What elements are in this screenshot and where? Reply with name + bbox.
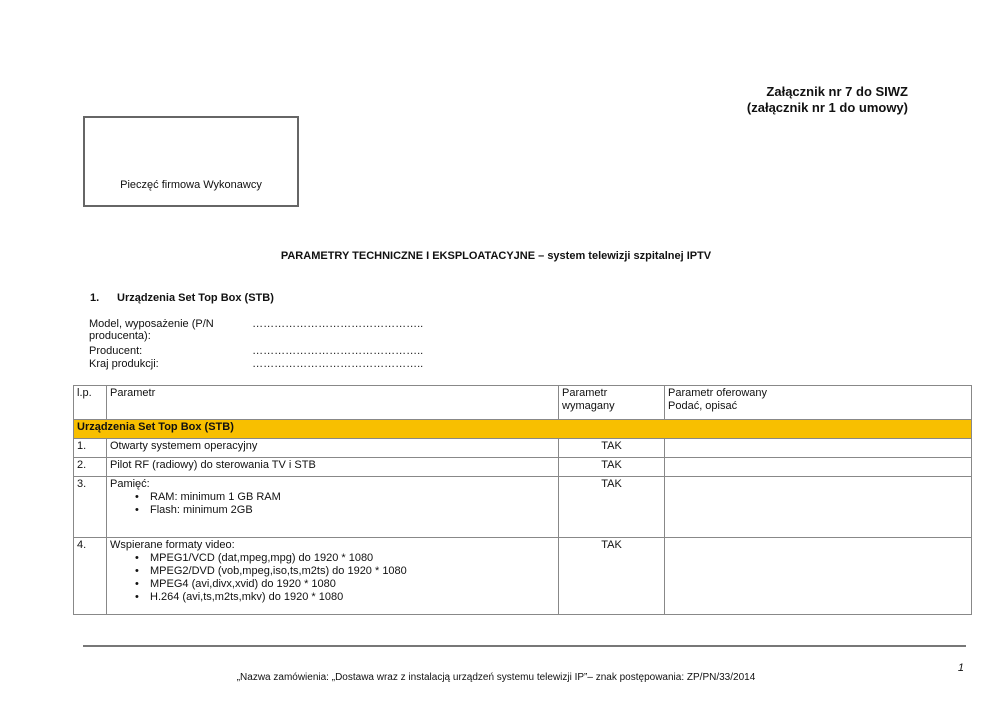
- row-lp: 4.: [74, 538, 107, 615]
- row-required: TAK: [559, 458, 665, 477]
- info-label: Producent:: [89, 345, 143, 357]
- page-number: 1: [957, 662, 964, 674]
- table-row: [74, 538, 972, 615]
- row-required: TAK: [559, 538, 665, 615]
- annex-title: [747, 84, 908, 116]
- footer-divider: [83, 645, 966, 647]
- info-label: Kraj produkcji:: [89, 358, 159, 370]
- stamp-label: Pieczęć firmowa Wykonawcy: [120, 179, 262, 191]
- annex-line-2: (załącznik nr 1 do umowy): [746, 100, 908, 115]
- table-header-row: [74, 386, 972, 420]
- table-row: [74, 439, 972, 458]
- parameters-table: [73, 385, 972, 615]
- row-param: Otwarty systemem operacyjny: [107, 439, 559, 458]
- bullet-list: [110, 491, 555, 517]
- list-item: • MPEG1/VCD (dat,mpeg,mpg) do 1920 * 1080: [150, 552, 555, 565]
- row-offered-input[interactable]: [665, 538, 972, 615]
- info-dots: ………………………………………..: [252, 318, 424, 330]
- info-label: Model, wyposażenie (P/N producenta):: [89, 318, 214, 342]
- row-param: Pamięć: • RAM: minimum 1 GB RAM • Flash: minimum 2GB: [107, 477, 559, 538]
- table-row: [74, 477, 972, 538]
- table-section-row: [74, 420, 972, 439]
- info-row-country: [89, 358, 423, 370]
- row-param: Pilot RF (radiowy) do sterowania TV i STB: [107, 458, 559, 477]
- list-item: • MPEG2/DVD (vob,mpeg,iso,ts,m2ts) do 1920 * 1080: [150, 565, 555, 578]
- info-dots: ………………………………………..: [252, 345, 424, 357]
- bullet-list: [110, 552, 555, 604]
- section-row-label: Urządzenia Set Top Box (STB): [74, 420, 972, 439]
- row-param: Wspierane formaty video: • MPEG1/VCD (dat,mpeg,mpg) do 1920 * 1080 • MPEG2/DVD (vob,mpeg,iso,ts,m2ts) do 1920 * 1080 • MPEG4 (avi,divx,xvid) do 1920 * 1080 • H.264 (avi,ts,m2ts,mkv) do 1920 * 1080: [107, 538, 559, 615]
- row-lp: 1.: [74, 439, 107, 458]
- info-row-producer: [89, 345, 423, 357]
- document-title: PARAMETRY TECHNICZNE I EKSPLOATACYJNE – system telewizji szpitalnej IPTV: [280, 250, 712, 262]
- annex-line-1: Załącznik nr 7 do SIWZ: [766, 84, 908, 99]
- header-param: Parametr: [107, 386, 559, 420]
- list-item: • RAM: minimum 1 GB RAM: [150, 491, 555, 504]
- company-stamp-box: [83, 116, 299, 207]
- list-item: • MPEG4 (avi,divx,xvid) do 1920 * 1080: [150, 578, 555, 591]
- row-offered-input[interactable]: [665, 477, 972, 538]
- footer-text: „Nazwa zamówienia: „Dostawa wraz z instalacją urządzeń systemu telewizji IP”– znak postępowania: ZP/PN/33/2014: [236, 672, 756, 683]
- list-item: • Flash: minimum 2GB: [150, 504, 555, 517]
- header-offered: Parametr oferowany Podać, opisać: [665, 386, 972, 420]
- info-row-model: [89, 318, 423, 342]
- section-number: 1.: [90, 292, 100, 304]
- row-offered-input[interactable]: [665, 458, 972, 477]
- section-title: Urządzenia Set Top Box (STB): [117, 292, 274, 304]
- info-dots: ………………………………………..: [252, 358, 424, 370]
- row-lp: 2.: [74, 458, 107, 477]
- list-item: • H.264 (avi,ts,m2ts,mkv) do 1920 * 1080: [150, 591, 555, 604]
- table-row: [74, 458, 972, 477]
- header-required: Parametr wymagany: [559, 386, 665, 420]
- row-required: TAK: [559, 477, 665, 538]
- row-required: TAK: [559, 439, 665, 458]
- header-lp: l.p.: [74, 386, 107, 420]
- row-lp: 3.: [74, 477, 107, 538]
- row-offered-input[interactable]: [665, 439, 972, 458]
